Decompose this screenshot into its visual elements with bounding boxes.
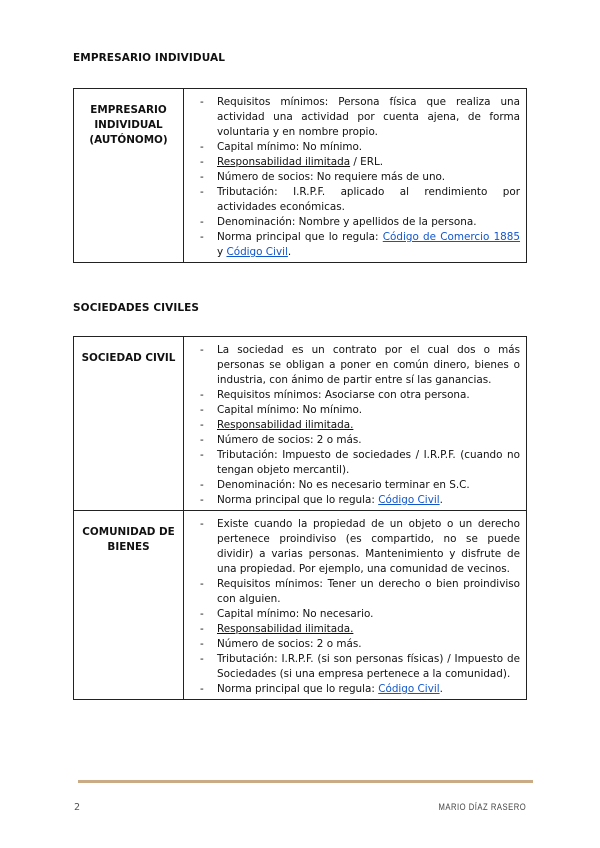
- underlined-text: Responsabilidad ilimitada.: [217, 419, 354, 431]
- list-item: [184, 652, 520, 682]
- item-text: Norma principal que lo regula:: [217, 494, 379, 506]
- item-text: Tributación: Impuesto de sociedades / I.R.P.F. (cuando no tengan objeto mercantil).: [217, 449, 520, 476]
- section-heading-empresario: EMPRESARIO INDIVIDUAL: [73, 52, 226, 64]
- item-text: .: [439, 494, 443, 506]
- list-item: [184, 140, 520, 155]
- item-list: [184, 89, 526, 262]
- table-row: [74, 89, 527, 263]
- item-text: Número de socios: 2 o más.: [217, 434, 362, 446]
- item-text: Capital mínimo: No necesario.: [217, 608, 374, 620]
- item-text: Tributación: I.R.P.F. (si son personas físicas) / Impuesto de Sociedades (si una empresa pertenece a la comunidad).: [217, 653, 520, 680]
- reference-link[interactable]: Código Civil: [378, 683, 440, 695]
- reference-link[interactable]: Código de Comercio 1885: [382, 231, 521, 243]
- item-text: Número de socios: No requiere más de uno.: [217, 171, 446, 183]
- item-list: [184, 511, 526, 699]
- underlined-text: Responsabilidad ilimitada.: [217, 623, 354, 635]
- row-content-cell: [184, 337, 527, 511]
- sociedades-table-body: [74, 337, 527, 700]
- underlined-text: Responsabilidad ilimitada: [217, 156, 351, 168]
- list-item: [184, 517, 520, 577]
- item-text: Existe cuando la propiedad de un objeto o un derecho pertenece proindiviso (es compartido, no se puede dividir) a varias personas. Mantenimiento y disfrute de una propiedad. Por ejemplo, una comunidad de vecinos.: [217, 518, 520, 575]
- list-item: [184, 388, 520, 403]
- item-text: Requisitos mínimos: Asociarse con otra persona.: [217, 389, 470, 401]
- list-item: [184, 637, 520, 652]
- list-item: [184, 682, 520, 697]
- empresario-table: [73, 88, 527, 263]
- item-text: Requisitos mínimos: Tener un derecho o bien proindiviso con alguien.: [217, 578, 520, 605]
- item-text: Requisitos mínimos: Persona física que realiza una actividad una actividad por cuenta ajena, de forma voluntaria y en nombre propio.: [217, 96, 520, 138]
- list-item: [184, 230, 520, 260]
- section-heading-sociedades: SOCIEDADES CIVILES: [73, 302, 200, 314]
- list-item: [184, 215, 520, 230]
- list-item: [184, 622, 520, 637]
- reference-link[interactable]: Código Civil: [226, 246, 288, 258]
- item-text: .: [439, 683, 443, 695]
- list-item: [184, 170, 520, 185]
- list-item: [184, 478, 520, 493]
- list-item: [184, 95, 520, 140]
- item-text: Tributación: I.R.P.F. aplicado al rendimiento por actividades económicas.: [217, 186, 520, 213]
- row-label: EMPRESARIO INDIVIDUAL (AUTÓNOMO): [89, 104, 168, 146]
- sociedades-table: [73, 336, 527, 700]
- row-label-cell: [74, 337, 184, 511]
- item-text: Denominación: No es necesario terminar en S.C.: [217, 479, 470, 491]
- item-list: [184, 337, 526, 510]
- list-item: [184, 607, 520, 622]
- page-number: 2: [74, 802, 81, 813]
- row-content-cell: [184, 511, 527, 700]
- author-name: MARIO DÍAZ RASERO: [438, 802, 526, 812]
- item-text: Denominación: Nombre y apellidos de la persona.: [217, 216, 477, 228]
- list-item: [184, 493, 520, 508]
- item-text: Capital mínimo: No mínimo.: [217, 141, 363, 153]
- list-item: [184, 185, 520, 215]
- reference-link[interactable]: Código Civil: [378, 494, 440, 506]
- row-label-cell: [74, 89, 184, 263]
- list-item: [184, 155, 520, 170]
- list-item: [184, 418, 520, 433]
- empresario-table-body: [74, 89, 527, 263]
- item-text: / ERL.: [350, 156, 384, 168]
- row-content-cell: [184, 89, 527, 263]
- list-item: [184, 343, 520, 388]
- item-text: Número de socios: 2 o más.: [217, 638, 362, 650]
- row-label: SOCIEDAD CIVIL: [81, 352, 176, 364]
- list-item: [184, 577, 520, 607]
- row-label: COMUNIDAD DE BIENES: [82, 526, 175, 553]
- table-row: [74, 511, 527, 700]
- item-text: y: [217, 246, 227, 258]
- list-item: [184, 403, 520, 418]
- list-item: [184, 433, 520, 448]
- item-text: .: [287, 246, 292, 258]
- item-text: La sociedad es un contrato por el cual dos o más personas se obligan a poner en común dinero, bienes o industria, con ánimo de partir entre sí las ganancias.: [217, 344, 520, 386]
- footer-divider: [78, 780, 533, 783]
- row-label-cell: [74, 511, 184, 700]
- item-text: Norma principal que lo regula:: [217, 231, 383, 243]
- item-text: Norma principal que lo regula:: [217, 683, 379, 695]
- list-item: [184, 448, 520, 478]
- item-text: Capital mínimo: No mínimo.: [217, 404, 363, 416]
- table-row: [74, 337, 527, 511]
